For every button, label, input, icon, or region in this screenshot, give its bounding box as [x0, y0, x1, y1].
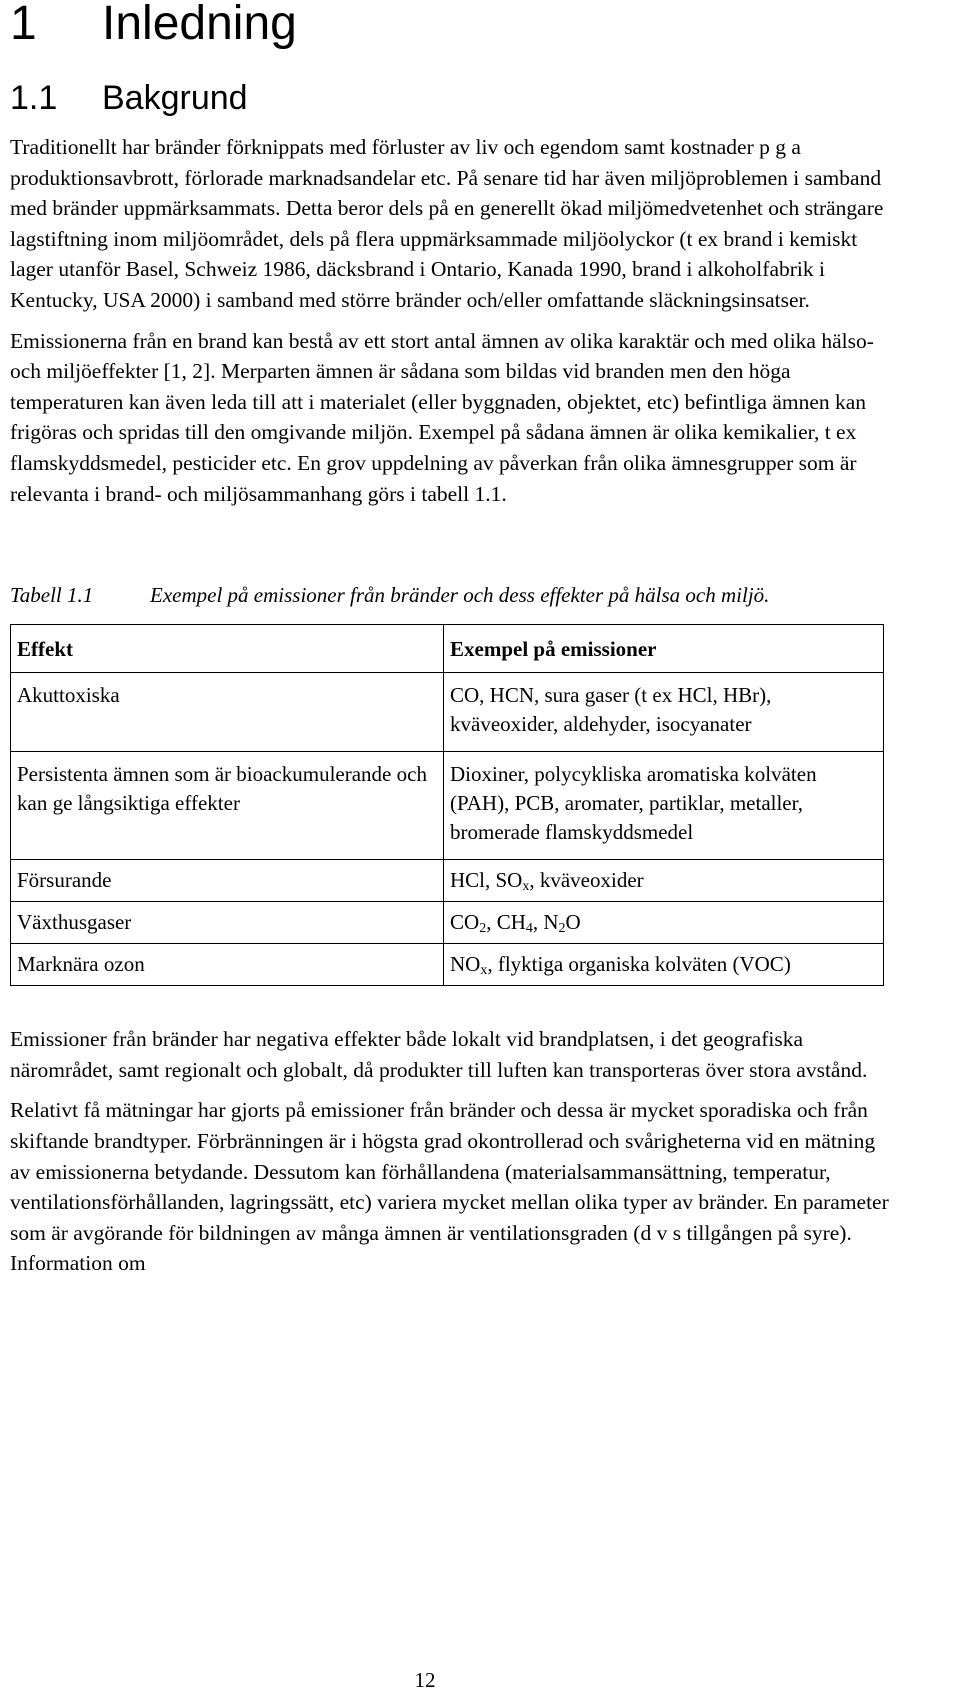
paragraph: Traditionellt har bränder förknippats med förluster av liv och egendom samt kostnader p g a produktionsavbrott, förlorade marknadsandelar etc. På senare tid har även miljöproblemen i samband med bränder uppmärksammats. Detta beror dels på en generellt ökad miljömedvetenhet och strängare lagstiftning inom miljöområdet, dels på flera uppmärksammade miljöolyckor (t ex brand i kemiskt lager utanför Basel, Schweiz 1986, däcksbrand i Ontario, Kanada 1990, brand i alkoholfabrik i Kentucky, USA 2000) i samband med större bränder och/eller omfattande släckningsinsatser.	[10, 135, 884, 312]
page-number: 12	[414, 1668, 436, 1692]
table-header-cell: Exempel på emissioner	[444, 625, 884, 673]
section-title: Bakgrund	[102, 79, 248, 117]
emissions-cell: Dioxiner, polycykliska aromatiska kolväten (PAH), PCB, aromater, partiklar, metaller, bromerade flamskyddsmedel	[444, 752, 884, 860]
document-page	[10, 0, 890, 1692]
table-row	[11, 752, 884, 860]
table-row	[11, 902, 884, 944]
effect-cell: Marknära ozon	[11, 944, 444, 986]
table-caption	[10, 581, 890, 610]
emissions-cell: $NO_x$, flyktiga organiska kolväten (VOC)	[444, 944, 884, 986]
table-caption-label: Tabell 1.1	[10, 583, 94, 608]
table-header-row	[11, 625, 884, 673]
effect-cell: Akuttoxiska	[11, 673, 444, 752]
table-caption-text: Exempel på emissioner från bränder och dess effekter på hälsa och miljö.	[150, 583, 770, 608]
chapter-number: 1	[10, 0, 37, 50]
effect-cell: Persistenta ämnen som är bioackumulerande och kan ge långsiktiga effekter	[11, 752, 444, 860]
emissions-cell: HCl, $SO_x$, kväveoxider	[444, 860, 884, 902]
emissions-table	[10, 624, 884, 986]
table-row	[11, 673, 884, 752]
chapter-title: Inledning	[102, 0, 297, 50]
paragraph: Emissionerna från en brand kan bestå av ett stort antal ämnen av olika karaktär och med olika hälso- och miljöeffekter [1, 2]. Merparten ämnen är sådana som bildas vid branden men den höga temperaturen kan även leda till att i materialet (eller byggnaden, objektet, etc) befintliga ämnen kan frigöras och spridas till den omgivande miljön. Exempel på sådana ämnen är olika kemikalier, t ex flamskyddsmedel, pesticider etc. En grov uppdelning av påverkan från olika ämnesgrupper som är relevanta i brand- och miljösammanhang görs i tabell 1.1.	[10, 328, 874, 506]
section-number: 1.1	[10, 79, 58, 117]
effect-cell: Växthusgaser	[11, 902, 444, 944]
emissions-cell: CO, HCN, sura gaser (t ex HCl, HBr), kväveoxider, aldehyder, isocyanater	[444, 673, 884, 752]
table-row	[11, 944, 884, 986]
section-heading	[10, 78, 890, 118]
post-table-text	[10, 1024, 890, 1279]
paragraph: Relativt få mätningar har gjorts på emissioner från bränder och dessa är mycket sporadiska och från skiftande brandtyper. Förbränningen är i högsta grad okontrollerad och svårigheterna vid en mätning av emissionerna betydande. Dessutom kan förhållandena (materialsammansättning, temperatur, ventilationsförhållanden, lagringssätt, etc) variera mycket mellan olika typer av bränder. En parameter som är avgörande för bildningen av många ämnen är ventilationsgraden (d v s tillgången på syre). Information om	[10, 1098, 889, 1276]
emissions-cell: $CO_2$, $CH_4$, $N_2O$	[444, 902, 884, 944]
chapter-heading	[10, 0, 890, 60]
table-row	[11, 860, 884, 902]
effect-cell: Försurande	[11, 860, 444, 902]
paragraph: Emissioner från bränder har negativa effekter både lokalt vid brandplatsen, i det geografiska närområdet, samt regionalt och globalt, då produkter till luften kan transporteras över stora avstånd.	[10, 1027, 868, 1082]
table-header-cell: Effekt	[11, 625, 444, 673]
